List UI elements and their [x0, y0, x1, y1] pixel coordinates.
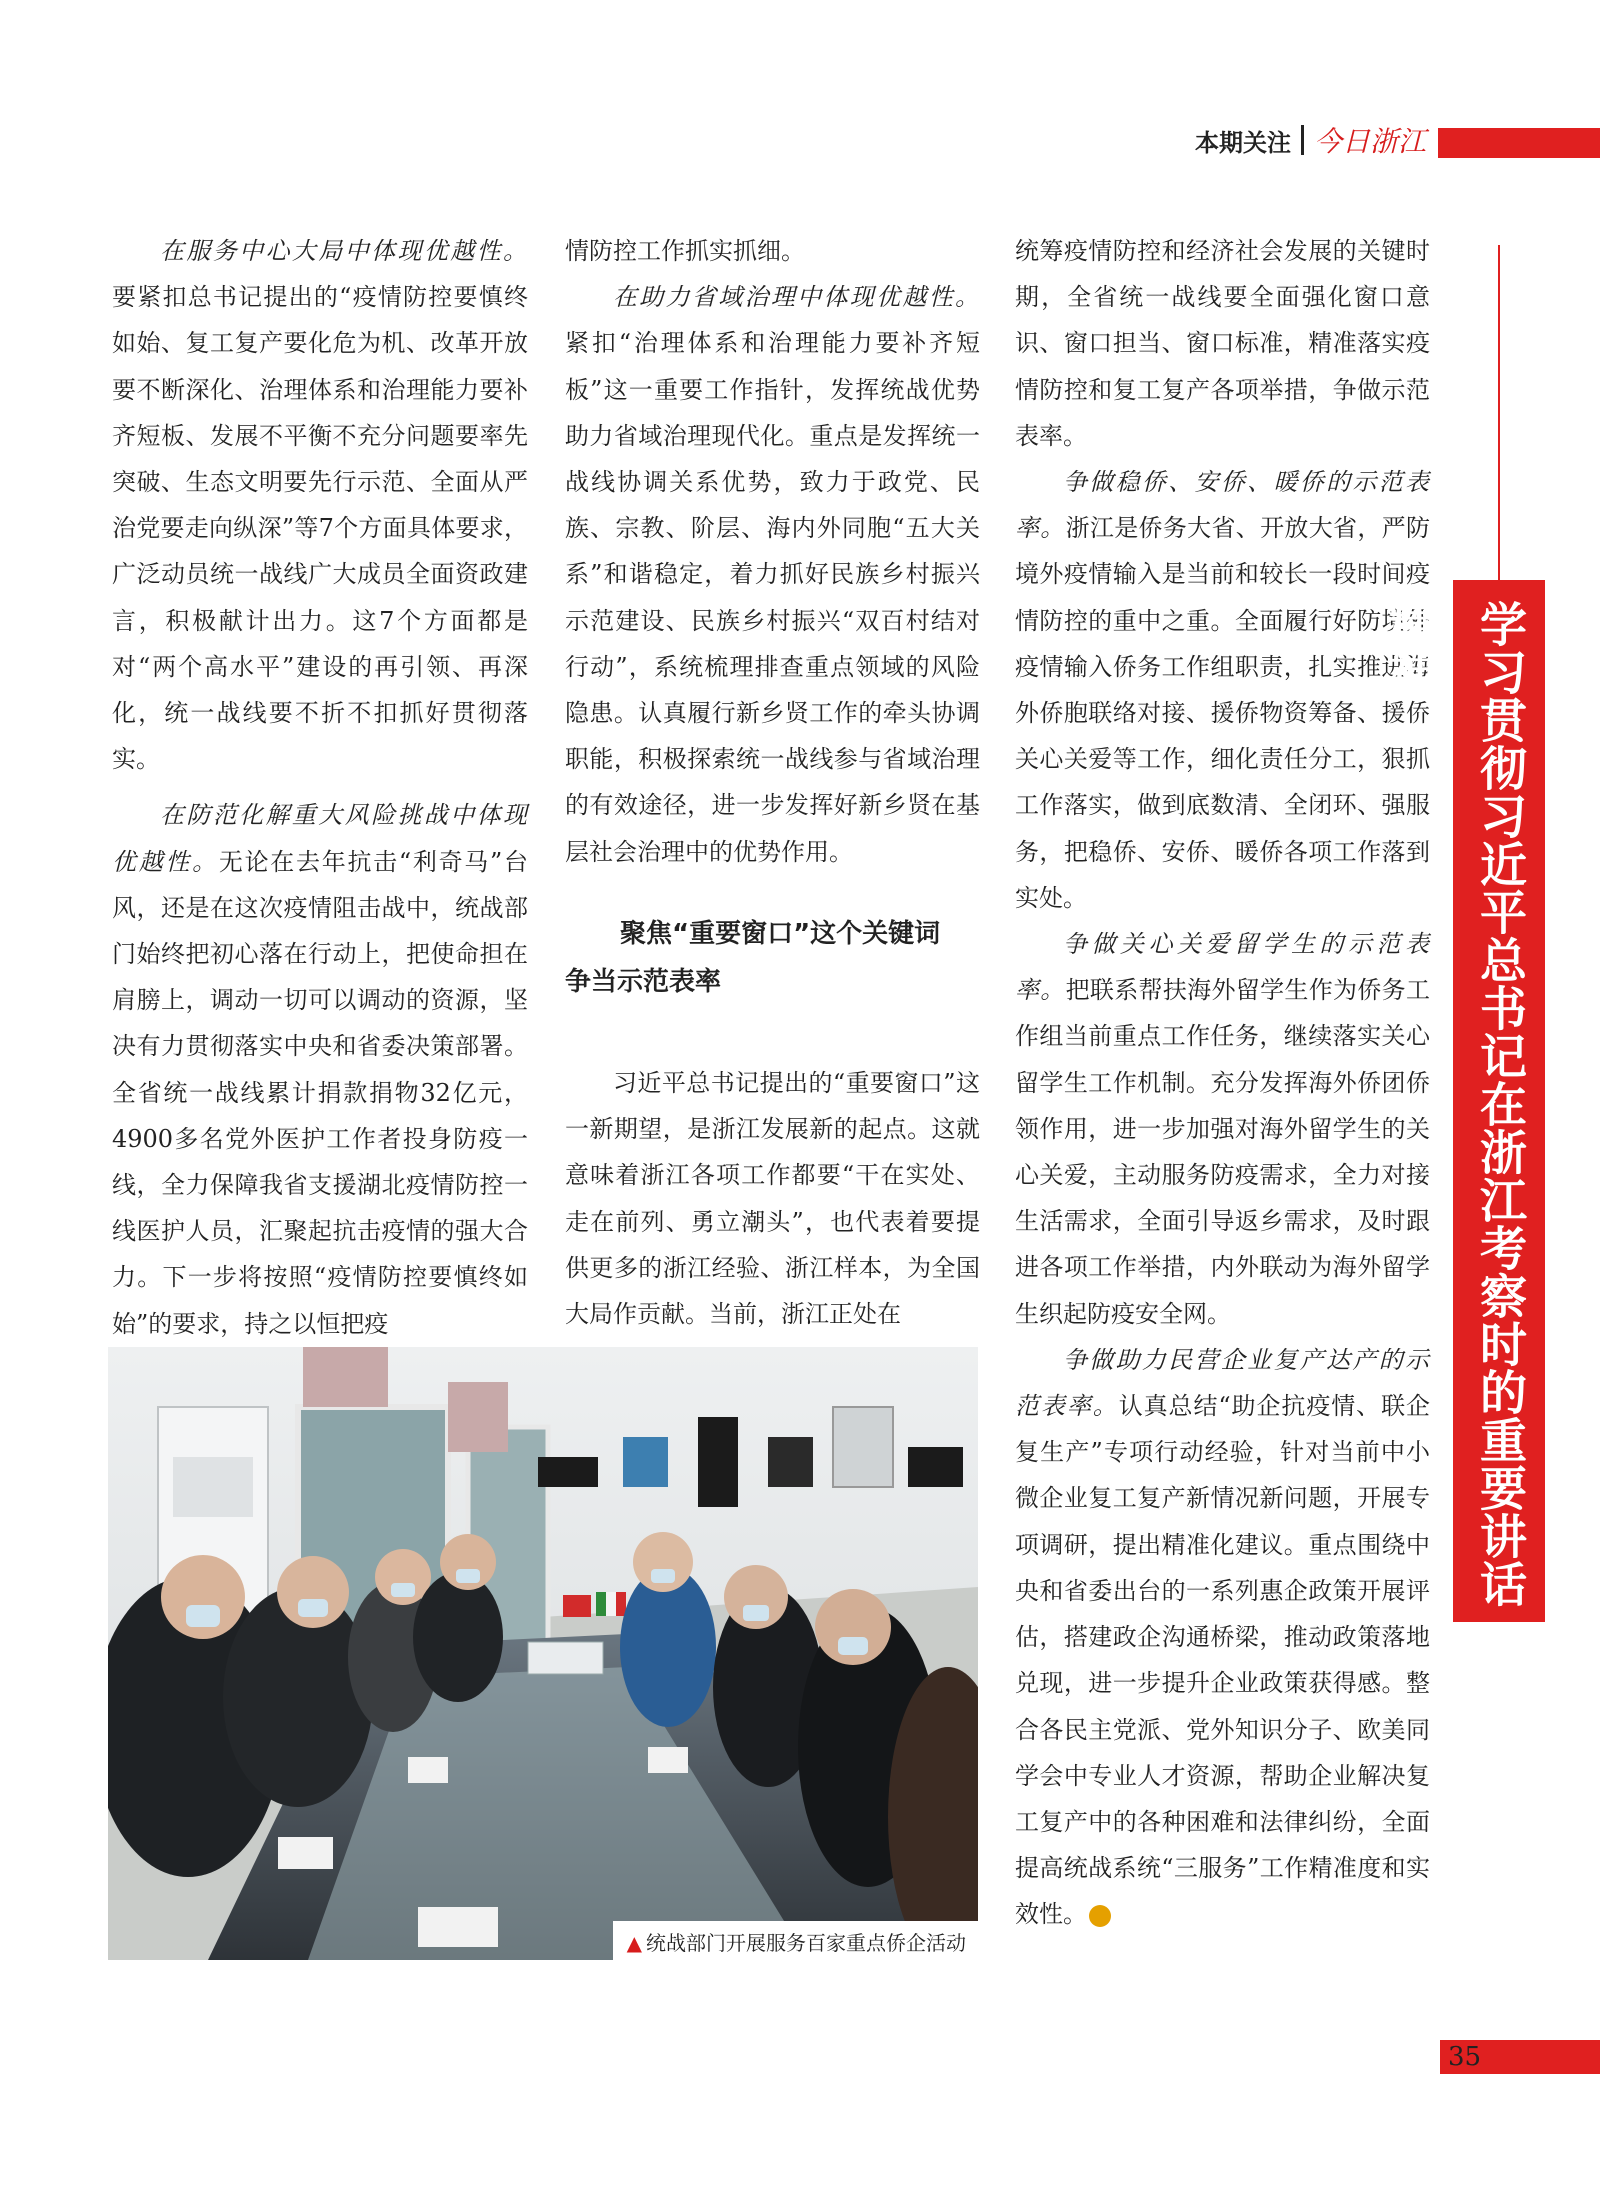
sidebar-guide-line [1498, 245, 1500, 580]
section-heading [565, 910, 980, 1006]
caption-marker-icon: ▲ [626, 1931, 642, 1955]
photo-caption [613, 1921, 978, 1960]
meeting-photo [108, 1347, 978, 1960]
paragraph-body: 浙江是侨务大省、开放大省，严防境外疫情输入是当前和较长一段时间疫情防控的重中之重。全面履行好防境外疫情输入侨务工作组职责，扎实推进海外侨胞联络对接、援侨物资筹备、援侨关心关爱等工作，细化责任分工，狠抓工作落实，做到底数清、全闭环、强服务，把稳侨、安侨、暖侨各项工作落到实处。 [1015, 514, 1430, 912]
paragraph-lead: 在服务中心大局中体现优越性。 [160, 237, 528, 265]
paragraph-lead: 争做助力民营企业复产达产的示范表率。 [1015, 1345, 1430, 1421]
meeting-photo-illustration [108, 1347, 978, 1960]
column-1 [112, 228, 528, 1347]
paragraph [565, 274, 980, 875]
paragraph-body: 认真总结“助企抗疫情、联企复生产”专项行动经验，针对当前中小微企业复工复产新情况新问题，开展专项调研，提出精准化建议。重点围绕中央和省委出台的一系列惠企政策开展评估，搭建政企沟通桥梁，推动政策落地兑现，进一步提升企业政策获得感。整合各民主党派、党外知识分子、欧美同学会中专业人才资源，帮助企业解决复工复产中的各种困难和法律纠纷，全面提高统战系统“三服务”工作精准度和实效性。 [1015, 1392, 1430, 1929]
column-3 [1015, 228, 1430, 1938]
column-banner [1380, 580, 1545, 1622]
paragraph-body: 无论在去年抗击“利奇马”台风，还是在这次疫情阻击战中，统战部门始终把初心落在行动上，把使命担在肩膀上，调动一切可以调动的资源，坚决有力贯彻落实中央和省委决策部署。全省统一战线累计捐款捐物32亿元，4900多名党外医护工作者投身防疫一线，全力保障我省支援湖北疫情防控一线医护人员，汇聚起抗击疫情的强大合力。下一步将按照“疫情防控要慎终如始”的要求，持之以恒把疫 [112, 847, 529, 1338]
magazine-logo: 今日浙江 [1314, 125, 1427, 158]
page-header [1195, 120, 1426, 160]
paragraph-body: 紧扣“治理体系和治理能力要补齐短板”这一重要工作指针，发挥统战优势助力省域治理现代化。重点是发挥统一战线协调关系优势，致力于政党、民族、宗教、阶层、海内外同胞“五大关系”和谐稳定，着力抓好民族乡村振兴示范建设、民族乡村振兴“双百村结对行动”，系统梳理排查重点领域的风险隐患。认真履行新乡贤工作的牵头协调职能，积极探索统一战线参与省域治理的有效途径，进一步发挥好新乡贤在基层社会治理中的优势作用。 [565, 329, 980, 866]
paragraph [1015, 1337, 1430, 1938]
paragraph [112, 228, 528, 782]
paragraph-lead: 争做关心关爱留学生的示范表率。 [1015, 930, 1430, 1005]
paragraph: 习近平总书记提出的“重要窗口”这一新期望，是浙江发展新的起点。这就意味着浙江各项工作都要“干在实处、走在前列、勇立潮头”，也代表着要提供更多的浙江经验、浙江样本，为全国大局作贡献。当前，浙江正处在 [565, 1069, 980, 1329]
column-2 [565, 228, 980, 875]
paragraph [1015, 921, 1430, 1337]
paragraph-lead: 在防范化解重大风险挑战中体现优越性。 [112, 801, 528, 876]
column-banner-title: 学习贯彻习近平总书记在浙江考察时的重要讲话精神 [1380, 600, 1527, 1608]
section-heading-line-1: 聚焦“重要窗口”这个关键词 [620, 919, 941, 949]
paragraph: 统筹疫情防控和经济社会发展的关键时期，全省统一战线要全面强化窗口意识、窗口担当、窗口标准，精准落实疫情防控和复工复产各项举措，争做示范表率。 [1015, 237, 1430, 450]
end-mark-icon: 今 [1089, 1905, 1111, 1927]
caption-text: 统战部门开展服务百家重点侨企活动 [646, 1931, 966, 1955]
paragraph-body: 要紧扣总书记提出的“疫情防控要慎终如始、复工复产要化危为机、改革开放要不断深化、治理体系和治理能力要补齐短板、发展不平衡不充分问题要率先突破、生态文明要先行示范、全面从严治党要走向纵深”等7个方面具体要求，广泛动员统一战线广大成员全面资政建言，积极献计出力。这7个方面都是对“两个高水平”建设的再引领、再深化，统一战线要不折不扣抓好贯彻落实。 [112, 283, 528, 774]
page-number-bar [1440, 2040, 1600, 2074]
paragraph [112, 792, 528, 1346]
header-divider [1301, 125, 1304, 155]
paragraph-body: 把联系帮扶海外留学生作为侨务工作组当前重点工作任务，继续落实关心留学生工作机制。充分发挥海外侨团侨领作用，进一步加强对海外留学生的关心关爱，主动服务防疫需求，全力对接生活需求，全面引导返乡需求，及时跟进各项工作举措，内外联动为海外留学生织起防疫安全网。 [1015, 976, 1430, 1328]
paragraph: 情防控工作抓实抓细。 [565, 237, 805, 265]
section-kicker: 本期关注 [1195, 128, 1291, 157]
page-number: 35 [1448, 2042, 1482, 2072]
paragraph-lead: 在助力省域治理中体现优越性。 [613, 283, 980, 312]
header-color-bar [1438, 128, 1600, 158]
paragraph-lead: 争做稳侨、安侨、暖侨的示范表率。 [1015, 468, 1430, 543]
column-2-lower [565, 1060, 980, 1337]
section-heading-line-2: 争当示范表率 [565, 967, 722, 997]
